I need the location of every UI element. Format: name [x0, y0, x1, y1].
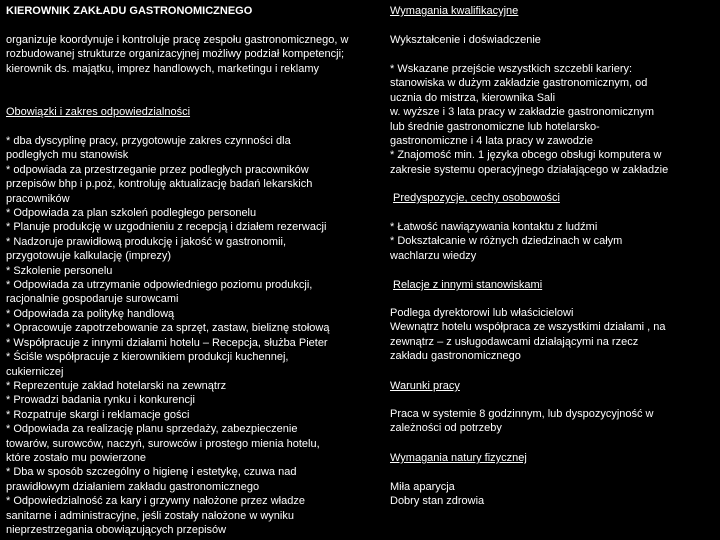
relations-text: Podlega dyrektorowi lub właścicielowi Wewnątrz hotelu współpraca ze wszystkimi działami , na zewnątrz – z usługodawcami działającymi na rzecz zakładu gastronomicznego — [390, 307, 666, 363]
conditions-heading: Warunki pracy — [390, 380, 460, 392]
job-summary: organizuje koordynuje i kontroluje pracę zespołu gastronomicznego, w rozbudowanej strukturze organizacyjnej możliwy podział kompetencji; kierownik ds. majątku, imprez handlowych, marketingu i reklamy — [6, 34, 349, 75]
relations-heading: Relacje z innymi stanowiskami — [393, 279, 543, 291]
page-title: KIEROWNIK ZAKŁADU GASTRONOMICZNEGO — [6, 5, 253, 17]
qualifications-heading: Wymagania kwalifikacyjne — [390, 5, 519, 17]
career-path-text: * Wskazane przejście wszystkich szczebli kariery: stanowiska w dużym zakładzie gastronomicznym, od ucznia do mistrza, kierownika Sali w. wyższe i 3 lata pracy w zakładzie gastronomicznym lub średnie gastronomiczne lub hotelarsko- gastronomiczne i 4 lata pracy w zawodzie * Znajomość min. 1 języka obcego obsługi komputera w zakresie systemu operacyjnego działającego w zakładzie — [390, 63, 669, 176]
education-heading: Wykształcenie i doświadczenie — [390, 34, 541, 46]
duties-list: * dba dyscyplinę pracy, przygotowuje zakres czynności dla podległych mu stanowisk * odpowiada za przestrzeganie przez podległych pracowników przepisów bhp i p.poż, kontroluję aktualizację badań lekarskich pracowników * Odpowiada za plan szkoleń podległego personelu * Planuje produkcję w uzgodnieniu z recepcją i działem rezerwacji * Nadzoruje prawidłową produkcję i jakość w gastronomii, przygotowuje kalkulację (imprezy) * Szkolenie personelu * Odpowiada za utrzymanie odpowiedniego poziomu produkcji, racjonalnie gospodaruje surowcami * Odpowiada za politykę handlową * Opracowuje zapotrzebowanie za sprzęt, zastaw, bieliznę stołową * Współpracuje z innymi działami hotelu – Recepcja, służba Pieter * Ściśle współpracuje z kierownikiem produkcji kuchennej, cukierniczej * Reprezentuje zakład hotelarski na zewnątrz * Prowadzi badania rynku i konkurencji * Rozpatruje skargi i reklamacje gości * Odpowiada za realizację planu sprzedaży, zabezpieczenie towarów, surowców, naczyń, surowców i prostego mienia hotelu, które zostało mu powierzone * Dba w sposób szczególny o higienę i estetykę, czuwa nad prawidłowym działaniem zakładu gastronomicznego * Odpowiedzialność za kary i grzywny nałożone przez władze sanitarne i administracyjne, jeśli zostały nałożone w wyniku nieprzestrzegania obowiązujących przepisów — [6, 135, 330, 536]
duties-heading: Obowiązki i zakres odpowiedzialności — [6, 106, 191, 118]
predispositions-heading: Predyspozycje, cechy osobowości — [393, 192, 560, 204]
conditions-text: Praca w systemie 8 godzinnym, lub dyspozycyjność w zależności od potrzeby — [390, 408, 654, 435]
physical-requirements-heading: Wymagania natury fizycznej — [390, 452, 527, 464]
physical-requirements-text: Miła aparycja Dobry stan zdrowia — [390, 481, 485, 508]
predispositions-text: * Łatwość nawiązywania kontaktu z ludźmi * Dokształcanie w różnych dziedzinach w całym wachlarzu wiedzy — [390, 221, 623, 262]
